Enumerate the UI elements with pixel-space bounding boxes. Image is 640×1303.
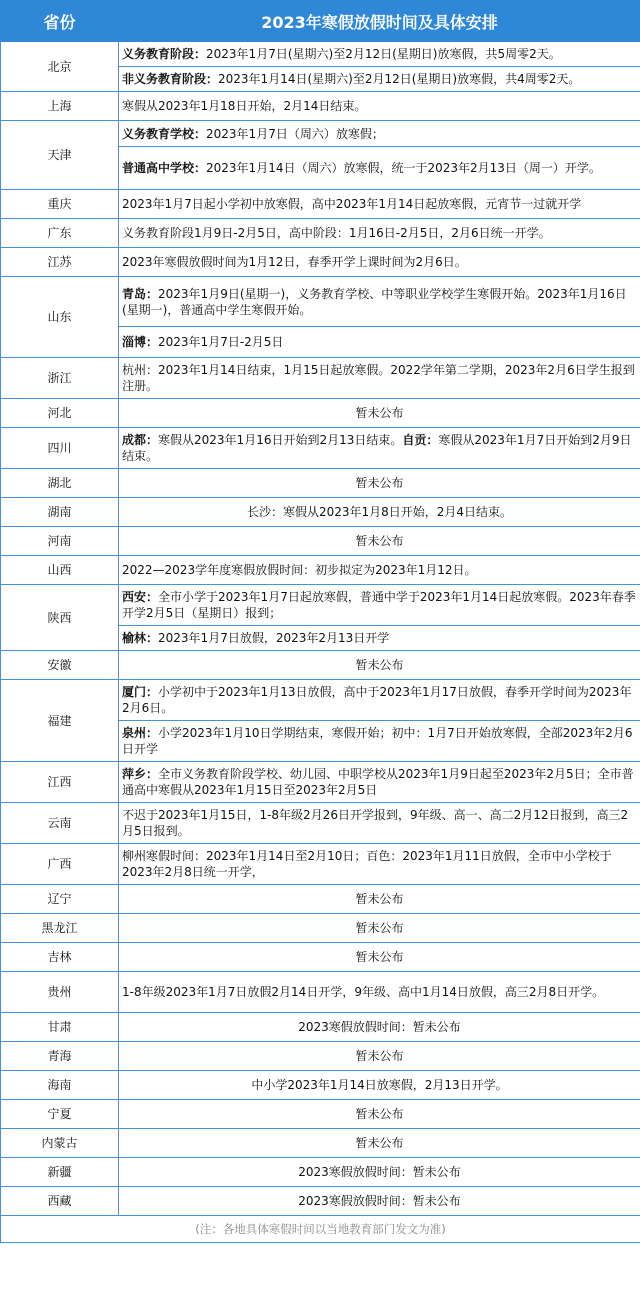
table-row bbox=[1, 358, 640, 399]
schedule-cell: 2023寒假放假时间：暂未公布 bbox=[119, 1187, 640, 1216]
schedule-cell bbox=[119, 277, 640, 327]
table-row bbox=[1, 680, 640, 721]
table-row bbox=[1, 428, 640, 469]
schedule-text: 小学2023年1月10日学期结束，寒假开始；初中：1月7日开始放寒假，全部2023年2月6日开学 bbox=[122, 726, 633, 756]
table-header bbox=[1, 1, 640, 42]
schedule-cell: 暂未公布 bbox=[119, 1100, 640, 1129]
schedule-cell bbox=[119, 327, 640, 358]
schedule-text: 寒假从2023年1月16日开始到2月13日结束。 bbox=[158, 433, 403, 447]
schedule-label: 非义务教育阶段： bbox=[122, 72, 219, 86]
table-row bbox=[1, 1158, 640, 1187]
schedule-text: 2023年1月7日（周六）放寒假； bbox=[206, 126, 384, 141]
schedule-label: 萍乡： bbox=[122, 767, 159, 781]
schedule-cell: 杭州：2023年1月14日结束，1月15日起放寒假。2022学年第二学期，2023年2月6日学生报到注册。 bbox=[119, 358, 640, 399]
schedule-cell: 寒假从2023年1月18日开始，2月14日结束。 bbox=[119, 92, 640, 121]
schedule-cell: 暂未公布 bbox=[119, 943, 640, 972]
province-name: 河南 bbox=[1, 527, 119, 556]
schedule-cell: 2023寒假放假时间：暂未公布 bbox=[119, 1013, 640, 1042]
province-name: 广西 bbox=[1, 844, 119, 885]
province-name: 吉林 bbox=[1, 943, 119, 972]
table-row bbox=[1, 248, 640, 277]
province-name: 陕西 bbox=[1, 585, 119, 651]
schedule-label: 厦门： bbox=[122, 685, 159, 699]
schedule-cell: 长沙：寒假从2023年1月8日开始，2月4日结束。 bbox=[119, 498, 640, 527]
province-name: 福建 bbox=[1, 680, 119, 762]
province-name: 青海 bbox=[1, 1042, 119, 1071]
schedule-text: 2023年1月7日放假，2023年2月13日开学 bbox=[158, 631, 390, 645]
schedule-cell: 暂未公布 bbox=[119, 1129, 640, 1158]
province-name: 四川 bbox=[1, 428, 119, 469]
schedule-cell: 暂未公布 bbox=[119, 651, 640, 680]
province-name: 新疆 bbox=[1, 1158, 119, 1187]
table-row bbox=[1, 399, 640, 428]
province-name: 天津 bbox=[1, 121, 119, 190]
schedule-cell bbox=[119, 428, 640, 469]
province-name: 内蒙古 bbox=[1, 1129, 119, 1158]
schedule-cell bbox=[119, 680, 640, 721]
schedule-label: 西安： bbox=[122, 590, 159, 604]
table-row bbox=[1, 556, 640, 585]
table-row bbox=[1, 1071, 640, 1100]
schedule-text: 2023年1月14日(星期六)至2月12日(星期日)放寒假，共4周零2天。 bbox=[218, 72, 581, 86]
schedule-cell: 中小学2023年1月14日放寒假，2月13日开学。 bbox=[119, 1071, 640, 1100]
province-name: 湖南 bbox=[1, 498, 119, 527]
schedule-cell bbox=[119, 147, 640, 190]
schedule-cell bbox=[119, 762, 640, 803]
province-name: 贵州 bbox=[1, 972, 119, 1013]
table-row bbox=[1, 1013, 640, 1042]
column-header-province: 省份 bbox=[1, 1, 119, 42]
schedule-text: 寒假从2023年1月7日开始到2月9日结束。 bbox=[122, 433, 632, 463]
schedule-cell: 1-8年级2023年1月7日放假2月14日开学，9年级、高中1月14日放假，高三2月8日开学。 bbox=[119, 972, 640, 1013]
table-row bbox=[1, 469, 640, 498]
province-name: 重庆 bbox=[1, 190, 119, 219]
table-row bbox=[1, 42, 640, 67]
table-row bbox=[1, 1042, 640, 1071]
schedule-cell bbox=[119, 721, 640, 762]
schedule-cell bbox=[119, 67, 640, 92]
table-row bbox=[1, 92, 640, 121]
schedule-text: 2023年1月14日（周六）放寒假，统一于2023年2月13日（周一）开学。 bbox=[206, 161, 601, 176]
table-row bbox=[1, 762, 640, 803]
schedule-cell: 2023年寒假放假时间为1月12日，春季开学上课时间为2月6日。 bbox=[119, 248, 640, 277]
province-name: 北京 bbox=[1, 42, 119, 92]
table-row bbox=[1, 1187, 640, 1216]
schedule-cell: 暂未公布 bbox=[119, 399, 640, 428]
footnote: (注：各地具体寒假时间以当地教育部门发文为准) bbox=[1, 1216, 640, 1243]
province-name: 山东 bbox=[1, 277, 119, 358]
schedule-cell: 柳州寒假时间：2023年1月14日至2月10日；百色：2023年1月11日放假，全市中小学校于2023年2月8日统一开学， bbox=[119, 844, 640, 885]
schedule-cell: 不迟于2023年1月15日，1-8年级2月26日开学报到，9年级、高一、高二2月12日报到，高三2月5日报到。 bbox=[119, 803, 640, 844]
schedule-cell: 暂未公布 bbox=[119, 527, 640, 556]
table-row bbox=[1, 527, 640, 556]
province-name: 甘肃 bbox=[1, 1013, 119, 1042]
schedule-label: 成都： bbox=[122, 433, 159, 447]
schedule-label: 淄博： bbox=[122, 335, 159, 350]
table-row bbox=[1, 585, 640, 626]
province-name: 江苏 bbox=[1, 248, 119, 277]
schedule-label: 青岛： bbox=[122, 286, 159, 301]
table-row bbox=[1, 972, 640, 1013]
schedule-label: 泉州： bbox=[122, 726, 159, 740]
schedule-text: 2023年1月7日(星期六)至2月12日(星期日)放寒假，共5周零2天。 bbox=[206, 47, 561, 61]
province-name: 宁夏 bbox=[1, 1100, 119, 1129]
province-name: 广东 bbox=[1, 219, 119, 248]
table-title: 2023年寒假放假时间及具体安排 bbox=[119, 1, 640, 42]
table-row bbox=[1, 844, 640, 885]
province-name: 辽宁 bbox=[1, 885, 119, 914]
table-row bbox=[1, 651, 640, 680]
province-name: 浙江 bbox=[1, 358, 119, 399]
table-row bbox=[1, 277, 640, 327]
schedule-label: 普通高中学校： bbox=[122, 161, 207, 176]
table-row bbox=[1, 1100, 640, 1129]
table-row bbox=[1, 1129, 640, 1158]
schedule-text: 2023年1月9日(星期一)，义务教育学校、中等职业学校学生寒假开始。2023年1月16日(星期一)，普通高中学生寒假开始。 bbox=[122, 286, 627, 317]
province-name: 安徽 bbox=[1, 651, 119, 680]
table-row bbox=[1, 121, 640, 147]
table-row bbox=[1, 914, 640, 943]
table-footer bbox=[1, 1216, 640, 1243]
schedule-cell bbox=[119, 121, 640, 147]
table-row bbox=[1, 498, 640, 527]
table-row bbox=[1, 803, 640, 844]
schedule-label: 自贡： bbox=[402, 433, 439, 447]
schedule-cell: 暂未公布 bbox=[119, 885, 640, 914]
schedule-text: 全市小学于2023年1月7日起放寒假，普通中学于2023年1月14日起放寒假。2023年春季开学2月5日（星期日）报到； bbox=[122, 590, 636, 620]
schedule-text: 2023年1月7日-2月5日 bbox=[158, 335, 284, 350]
schedule-cell bbox=[119, 585, 640, 626]
province-name: 上海 bbox=[1, 92, 119, 121]
table-row bbox=[1, 219, 640, 248]
schedule-cell bbox=[119, 42, 640, 67]
province-name: 黑龙江 bbox=[1, 914, 119, 943]
table-row bbox=[1, 885, 640, 914]
schedule-text: 全市义务教育阶段学校、幼儿园、中职学校从2023年1月9日起至2023年2月5日；全市普通高中寒假从2023年1月15日至2023年2月5日 bbox=[122, 767, 634, 797]
schedule-cell: 义务教育阶段1月9日-2月5日，高中阶段：1月16日-2月5日，2月6日统一开学。 bbox=[119, 219, 640, 248]
schedule-text: 小学初中于2023年1月13日放假，高中于2023年1月17日放假，春季开学时间为2023年2月6日。 bbox=[122, 685, 632, 715]
province-name: 海南 bbox=[1, 1071, 119, 1100]
province-name: 云南 bbox=[1, 803, 119, 844]
schedule-cell: 2022—2023学年度寒假放假时间：初步拟定为2023年1月12日。 bbox=[119, 556, 640, 585]
province-name: 西藏 bbox=[1, 1187, 119, 1216]
province-name: 湖北 bbox=[1, 469, 119, 498]
schedule-cell: 2023寒假放假时间：暂未公布 bbox=[119, 1158, 640, 1187]
province-name: 山西 bbox=[1, 556, 119, 585]
province-name: 江西 bbox=[1, 762, 119, 803]
schedule-cell: 2023年1月7日起小学初中放寒假，高中2023年1月14日起放寒假，元宵节一过就开学 bbox=[119, 190, 640, 219]
province-name: 河北 bbox=[1, 399, 119, 428]
schedule-cell bbox=[119, 626, 640, 651]
table-row bbox=[1, 190, 640, 219]
schedule-cell: 暂未公布 bbox=[119, 469, 640, 498]
schedule-label: 榆林： bbox=[122, 631, 159, 645]
schedule-label: 义务教育学校： bbox=[122, 126, 207, 141]
schedule-label: 义务教育阶段： bbox=[122, 47, 207, 61]
table-row bbox=[1, 943, 640, 972]
schedule-cell: 暂未公布 bbox=[119, 1042, 640, 1071]
schedule-cell: 暂未公布 bbox=[119, 914, 640, 943]
